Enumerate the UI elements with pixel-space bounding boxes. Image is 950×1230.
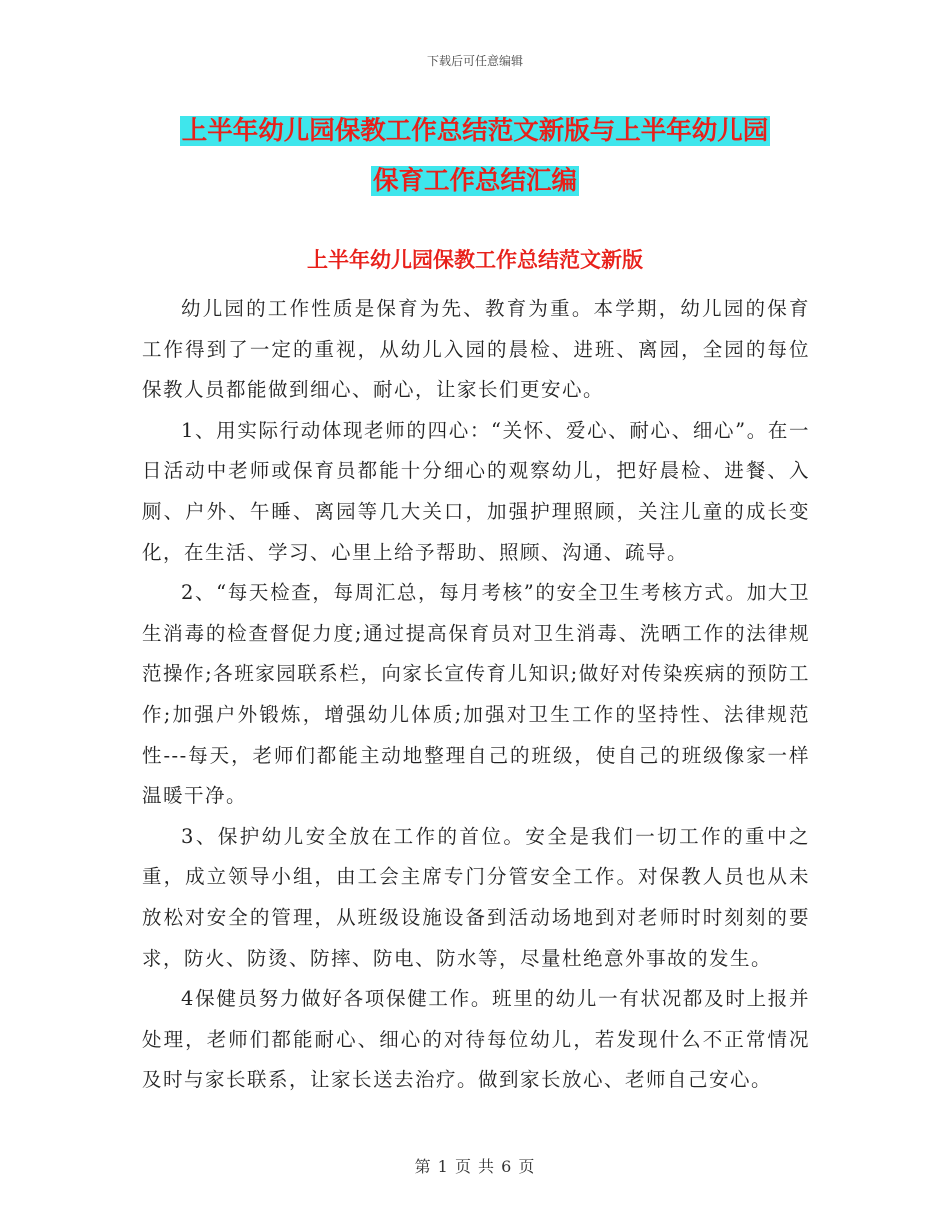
title-line-2: 保育工作总结汇编 bbox=[372, 166, 577, 196]
section-title: 上半年幼儿园保教工作总结范文新版 bbox=[307, 248, 643, 272]
title-line-1: 上半年幼儿园保教工作总结范文新版与上半年幼儿园 bbox=[181, 116, 769, 146]
header-note: 下载后可任意编辑 bbox=[426, 54, 523, 68]
document-title bbox=[0, 106, 950, 206]
document-body bbox=[142, 289, 810, 1101]
paragraph-item-1: 1、用实际行动体现老师的四心：“关怀、爱心、耐心、细心”。在一日活动中老师或保育员都能十分细心的观察幼儿，把好晨检、进餐、入厕、户外、午睡、离园等几大关口，加强护理照顾，关注儿童的成长变化，在生活、学习、心里上给予帮助、照顾、沟通、疏导。 bbox=[142, 418, 810, 564]
paragraph-item-3: 3、保护幼儿安全放在工作的首位。安全是我们一切工作的重中之重，成立领导小组，由工会主席专门分管安全工作。对保教人员也从未放松对安全的管理，从班级设施设备到活动场地到对老师时时刻刻的要求，防火、防烫、防摔、防电、防水等，尽量杜绝意外事故的发生。 bbox=[142, 824, 810, 970]
paragraph-item-4: 4保健员努力做好各项保健工作。班里的幼儿一有状况都及时上报并处理，老师们都能耐心、细心的对待每位幼儿，若发现什么不正常情况及时与家长联系，让家长送去治疗。做到家长放心、老师自己安心。 bbox=[142, 987, 810, 1092]
paragraph-intro: 幼儿园的工作性质是保育为先、教育为重。本学期，幼儿园的保育工作得到了一定的重视，从幼儿入园的晨检、进班、离园，全园的每位保教人员都能做到细心、耐心，让家长们更安心。 bbox=[142, 297, 810, 402]
paragraph-item-2: 2、“每天检查，每周汇总，每月考核”的安全卫生考核方式。加大卫生消毒的检查督促力度;通过提高保育员对卫生消毒、洗晒工作的法律规范操作;各班家园联系栏，向家长宣传育儿知识;做好对传染疾病的预防工作;加强户外锻炼，增强幼儿体质;加强对卫生工作的坚持性、法律规范性---每天，老师们都能主动地整理自己的班级，使自己的班级像家一样温暖干净。 bbox=[142, 581, 810, 808]
page-footer: 第 1 页 共 6 页 bbox=[414, 1157, 536, 1176]
